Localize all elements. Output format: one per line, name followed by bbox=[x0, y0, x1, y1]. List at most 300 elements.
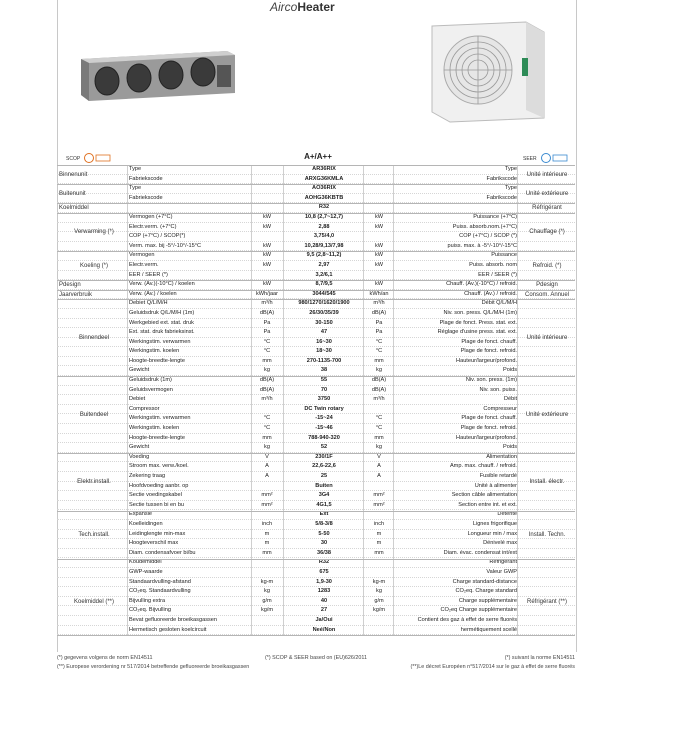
spec-label-fr: Fusible retardé bbox=[479, 473, 517, 479]
table-row bbox=[57, 453, 575, 463]
spec-label-nl: Electr.verm. bbox=[129, 261, 159, 268]
indoor-unit-image bbox=[77, 45, 237, 105]
unit-fr: m³/h bbox=[373, 300, 385, 307]
spec-value: 4G1,5 bbox=[316, 501, 332, 508]
spec-label-fr: Dénivelé max bbox=[483, 540, 517, 547]
group-separator bbox=[57, 213, 575, 214]
spec-label-fr: Lignes frigorifique bbox=[472, 520, 517, 527]
table-row bbox=[57, 424, 575, 434]
spec-value: 36/38 bbox=[317, 549, 331, 556]
spec-label-nl: Werkingstim. koelen bbox=[129, 348, 180, 355]
unit-nl: °C bbox=[263, 425, 271, 432]
table-row bbox=[57, 203, 575, 213]
unit-nl: m³/h bbox=[261, 396, 273, 403]
group-label-nl: Buitenunit bbox=[59, 190, 86, 197]
group-separator bbox=[57, 559, 575, 560]
unit-fr: A bbox=[377, 463, 381, 470]
group-label-fr: Unité intérieure bbox=[526, 334, 568, 341]
unit-fr: dB(A) bbox=[371, 309, 387, 316]
table-row bbox=[57, 232, 575, 242]
unit-nl: °C bbox=[263, 415, 271, 422]
unit-nl: kg bbox=[264, 588, 270, 595]
spec-label-fr: EER / SEER (*) bbox=[478, 271, 517, 278]
group-label-nl: Koeling (*) bbox=[79, 262, 108, 269]
spec-value: -15~46 bbox=[315, 425, 333, 432]
spec-label-fr: Valeur GWP bbox=[486, 568, 517, 575]
spec-label-nl: CO₂eq. Standaardvulling bbox=[129, 588, 191, 595]
spec-label-nl: Electr.verm. (+7°C) bbox=[129, 223, 177, 230]
footnote-fr-2: (**)Le décret Européen n°517/2014 sur le gaz à effet de serre fluorés bbox=[410, 664, 575, 670]
group-label-nl: Binnenunit bbox=[59, 171, 88, 178]
spec-label-fr: Contient des gaz à effet de serre fluorés bbox=[417, 616, 517, 623]
spec-value: 22,6-22,6 bbox=[312, 463, 336, 470]
spec-label-fr: Poids bbox=[503, 367, 517, 374]
spec-label-fr: Puiss. absorb.nom.(+7°C) bbox=[452, 223, 517, 230]
unit-nl: m bbox=[264, 530, 270, 537]
unit-nl: dB(A) bbox=[259, 309, 275, 316]
unit-fr: V bbox=[377, 453, 381, 460]
group-label-nl: Tech.install. bbox=[78, 531, 110, 538]
spec-label-nl: Compressor bbox=[129, 405, 160, 412]
spec-label-nl: Hoogteverschil max bbox=[129, 540, 179, 547]
unit-fr: mm bbox=[374, 434, 384, 441]
spec-label-nl: Zekering traag bbox=[129, 473, 166, 479]
spec-label-nl: Werkingstim. verwarmen bbox=[129, 338, 191, 345]
spec-value: 5-50 bbox=[318, 530, 330, 537]
unit-nl: kg bbox=[264, 444, 270, 451]
spec-label-nl: Ext. stat. druk fabrieksinst. bbox=[129, 329, 195, 336]
spec-value: Neé/Non bbox=[312, 626, 336, 633]
table-row bbox=[57, 223, 575, 233]
spec-label-nl: Sectie tussen bi en bu bbox=[129, 501, 185, 508]
unit-nl: mm bbox=[262, 549, 272, 556]
group-label-fr: Réfrigérant (**) bbox=[526, 598, 567, 605]
unit-nl: A bbox=[265, 463, 269, 470]
group-label-fr: Install. électr. bbox=[529, 478, 565, 485]
spec-label-nl: Type bbox=[129, 185, 142, 192]
table-row bbox=[57, 405, 575, 415]
group-separator bbox=[57, 165, 575, 166]
unit-nl: inch bbox=[261, 520, 273, 527]
unit-fr: kg/m bbox=[372, 607, 386, 614]
unit-fr: °C bbox=[375, 415, 383, 422]
spec-value: 52 bbox=[320, 444, 328, 451]
group-label-nl: Koelmiddel bbox=[59, 205, 89, 212]
spec-label-nl: Koudemiddel bbox=[129, 559, 162, 566]
table-row bbox=[57, 280, 575, 290]
spec-value: 9,5 (2,8~11,2) bbox=[306, 252, 342, 259]
spec-label-fr: Chauff. (Av.) / refroid. bbox=[464, 290, 517, 297]
spec-value: 5/8-3/8 bbox=[315, 520, 333, 527]
table-row bbox=[57, 606, 575, 616]
svg-text:SCOP: SCOP bbox=[66, 156, 81, 162]
table-row bbox=[57, 482, 575, 492]
spec-label-nl: Hoogte-breedte-lengte bbox=[129, 357, 185, 364]
table-row bbox=[57, 549, 575, 559]
spec-label-fr: hermétiquement scellé bbox=[460, 626, 517, 633]
unit-nl: Pa bbox=[263, 329, 271, 336]
spec-label-fr: Réfrigérant bbox=[489, 559, 517, 566]
spec-label-fr: Plage de fonct. Press. stat. ext. bbox=[439, 319, 517, 326]
table-row bbox=[57, 184, 575, 194]
spec-label-nl: Verm. max. bij -5°/-10°/-15°C bbox=[129, 242, 201, 249]
unit-nl: kW bbox=[262, 261, 272, 268]
unit-fr: Pa bbox=[375, 319, 383, 326]
spec-label-fr: Hauteur/largeur/profond. bbox=[456, 434, 517, 441]
table-row bbox=[57, 251, 575, 261]
table-row bbox=[57, 501, 575, 511]
spec-label-fr: Chauff. (Av.)(-10°C) / refroid. bbox=[446, 281, 517, 288]
table-row bbox=[57, 366, 575, 376]
unit-fr: kW bbox=[374, 261, 384, 268]
unit-fr: kWh/an bbox=[369, 290, 389, 297]
spec-value: 3044/545 bbox=[312, 290, 336, 297]
spec-label-nl: Vermogen (+7°C) bbox=[129, 213, 173, 220]
footnote-nl-2: (**) Europese verordening nr 517/2014 betreffende gefluoreerde broeikasgassen bbox=[57, 664, 250, 670]
table-row bbox=[57, 299, 575, 309]
table-row bbox=[57, 587, 575, 597]
spec-label-nl: Verw. (Av.) / koelen bbox=[129, 290, 177, 297]
spec-label-fr: Plage de fonct. chauff. bbox=[461, 415, 517, 422]
table-row bbox=[57, 443, 575, 453]
spec-value: 25 bbox=[320, 473, 328, 479]
unit-fr: mm² bbox=[373, 492, 385, 499]
unit-fr: °C bbox=[375, 348, 383, 355]
spec-label-nl: Werkgebied ext. stat. druk bbox=[129, 319, 194, 326]
spec-label-nl: Hermetisch gesloten koelcircuit bbox=[129, 626, 207, 633]
unit-fr: m bbox=[376, 530, 382, 537]
spec-value: 270-1135-700 bbox=[306, 357, 342, 364]
table-row bbox=[57, 539, 575, 549]
unit-nl: kg/m bbox=[260, 607, 274, 614]
table-row bbox=[57, 578, 575, 588]
table-row bbox=[57, 558, 575, 568]
group-separator bbox=[57, 184, 575, 185]
unit-nl: g/m bbox=[262, 597, 272, 604]
group-separator bbox=[57, 251, 575, 252]
spec-label-fr: Débit Q/L/M/H bbox=[481, 300, 517, 307]
spec-value: 230/1F bbox=[315, 453, 333, 460]
spec-label-fr: Type bbox=[504, 166, 517, 172]
spec-label-nl: Geluidsvermogen bbox=[129, 386, 173, 393]
spec-label-nl: Werkingstim. verwarmen bbox=[129, 415, 191, 422]
spec-value: 3,2/6,1 bbox=[315, 271, 333, 278]
spec-label-nl: Fabriekscode bbox=[129, 194, 163, 201]
unit-nl: kW bbox=[262, 213, 272, 220]
spec-value: Ja/Oui bbox=[315, 616, 333, 623]
table-row bbox=[57, 213, 575, 223]
unit-fr: inch bbox=[373, 520, 385, 527]
table-row bbox=[57, 271, 575, 281]
spec-label-nl: Type bbox=[129, 166, 142, 172]
table-row bbox=[57, 328, 575, 338]
table-row bbox=[57, 165, 575, 175]
table-row bbox=[57, 290, 575, 300]
spec-value: 30 bbox=[320, 540, 328, 547]
spec-value: 675 bbox=[319, 568, 329, 575]
spec-label-nl: Expansie bbox=[129, 511, 153, 518]
spec-value: 3G4 bbox=[318, 492, 330, 499]
group-separator bbox=[57, 280, 575, 281]
spec-value: -15~24 bbox=[315, 415, 333, 422]
unit-nl: m³/h bbox=[261, 300, 273, 307]
spec-label-fr: Charge standard-distance bbox=[452, 578, 517, 585]
group-label-fr: Consom. Annuel bbox=[524, 291, 570, 298]
spec-value: 788-940-320 bbox=[308, 434, 340, 441]
spec-label-nl: Diam. condensafvoer bi/bu bbox=[129, 549, 196, 556]
spec-label-fr: Niv. son. puiss. bbox=[479, 386, 517, 393]
unit-fr: Pa bbox=[375, 329, 383, 336]
table-row bbox=[57, 395, 575, 405]
spec-value: R32 bbox=[318, 559, 330, 566]
spec-label-nl: Fabriekscode bbox=[129, 175, 163, 182]
table-row bbox=[57, 626, 575, 636]
unit-fr: kW bbox=[374, 223, 384, 230]
spec-label-nl: EER / SEER (*) bbox=[129, 271, 168, 278]
table-row bbox=[57, 520, 575, 530]
group-label-fr: Pdesign bbox=[536, 282, 558, 288]
spec-value: 27 bbox=[320, 607, 328, 614]
unit-nl: °C bbox=[263, 348, 271, 355]
group-label-nl: Buitendeel bbox=[79, 411, 109, 418]
unit-nl: V bbox=[265, 453, 269, 460]
unit-nl: kg bbox=[264, 367, 270, 374]
spec-value: 8,7/9,5 bbox=[315, 281, 333, 288]
spec-label-fr: COP (+7°C) / SCOP (*) bbox=[459, 233, 517, 240]
group-label-nl: Binnendeel bbox=[78, 334, 110, 341]
spec-label-fr: puiss. max. à -5°/-10°/-15°C bbox=[447, 242, 517, 249]
spec-value: 2,97 bbox=[318, 261, 330, 268]
unit-nl: mm² bbox=[261, 492, 273, 499]
group-label-fr: Unité extérieure bbox=[525, 411, 569, 418]
spec-value: 26/30/35/39 bbox=[309, 309, 339, 316]
spec-table bbox=[57, 165, 575, 635]
spec-value: AO36RIX bbox=[312, 185, 336, 192]
unit-nl: mm bbox=[262, 434, 272, 441]
spec-label-fr: Réglage d'usine press. stat. ext. bbox=[437, 329, 517, 336]
table-row bbox=[57, 376, 575, 386]
group-label-fr: Unité extérieure bbox=[525, 190, 569, 197]
spec-label-nl: Gewicht bbox=[129, 367, 150, 374]
spec-label-fr: Unité à alimenter bbox=[474, 482, 517, 489]
unit-fr: dB(A) bbox=[371, 386, 387, 393]
unit-nl: A bbox=[265, 473, 269, 479]
spec-label-nl: CO₂eq. Bijvulling bbox=[129, 607, 171, 614]
spec-label-nl: Verw. (Av.)(-10°C) / koelen bbox=[129, 281, 195, 288]
unit-fr: m bbox=[376, 540, 382, 547]
spec-label-fr: Débit bbox=[503, 396, 517, 403]
table-row bbox=[57, 491, 575, 501]
unit-fr: kW bbox=[374, 213, 384, 220]
unit-nl: mm² bbox=[261, 501, 273, 508]
unit-nl: kg-m bbox=[260, 578, 274, 585]
spec-value: 38 bbox=[320, 367, 328, 374]
unit-fr: °C bbox=[375, 425, 383, 432]
spec-label-nl: Bevat gefluoreerde broeikasgassen bbox=[129, 616, 218, 623]
spec-label-fr: Niv. son. press. Q/L/M/H (1m) bbox=[443, 309, 517, 316]
table-row bbox=[57, 510, 575, 520]
spec-label-fr: Détente bbox=[497, 511, 517, 518]
spec-value: Ext bbox=[319, 511, 329, 518]
energy-class-label: A+/A++ bbox=[304, 152, 332, 161]
group-separator bbox=[57, 376, 575, 377]
table-row bbox=[57, 357, 575, 367]
unit-fr: mm² bbox=[373, 501, 385, 508]
spec-value: 1,9-30 bbox=[316, 578, 332, 585]
spec-label-nl: Bijvulling extra bbox=[129, 597, 166, 604]
spec-label-fr: Section entre int. et ext. bbox=[458, 501, 517, 508]
group-separator bbox=[57, 453, 575, 454]
group-label-nl: Elektr.install. bbox=[77, 478, 111, 485]
spec-label-fr: Puiss. absorb. nom bbox=[469, 261, 517, 268]
unit-nl: Pa bbox=[263, 319, 271, 326]
spec-label-fr: Compresseur bbox=[483, 405, 517, 412]
spec-label-fr: Fabrikscode bbox=[486, 194, 517, 201]
unit-fr: A bbox=[377, 473, 381, 479]
spec-label-nl: Vermogen bbox=[129, 252, 155, 259]
unit-fr: mm bbox=[374, 549, 384, 556]
spec-label-nl: Stroom max. verw./koel. bbox=[129, 463, 189, 470]
spec-label-fr: Puissance bbox=[491, 252, 517, 259]
spec-label-fr: Longueur min / max bbox=[467, 530, 517, 537]
unit-fr: kg bbox=[376, 367, 382, 374]
unit-fr: kg bbox=[376, 444, 382, 451]
table-row bbox=[57, 616, 575, 626]
group-separator bbox=[57, 511, 575, 512]
spec-label-fr: Section câble alimentation bbox=[451, 492, 517, 499]
group-label-fr: Install. Techn. bbox=[528, 531, 566, 538]
spec-label-fr: Hauteur/largeur/profond. bbox=[456, 357, 517, 364]
spec-label-fr: Puissance (+7°C) bbox=[473, 213, 517, 220]
spec-value: 980/1270/1620/1900 bbox=[298, 300, 350, 307]
table-row bbox=[57, 462, 575, 472]
table-row bbox=[57, 568, 575, 578]
spec-value: ARXG36KMLA bbox=[304, 175, 344, 182]
spec-value: 55 bbox=[320, 377, 328, 384]
spec-label-nl: Hoogte-breedte-lengte bbox=[129, 434, 185, 441]
spec-value: 3,75/4,0 bbox=[313, 233, 335, 240]
footnote-fr-1: (*) suivant la norme EN14511 bbox=[504, 655, 575, 661]
group-label-nl: Verwarming (*) bbox=[74, 229, 114, 236]
table-row bbox=[57, 597, 575, 607]
unit-nl: dB(A) bbox=[259, 386, 275, 393]
spec-label-fr: Diam. évac. condensat int/ext bbox=[443, 549, 517, 556]
group-separator bbox=[57, 203, 575, 204]
spec-label-nl: GWP-waarde bbox=[129, 568, 163, 575]
table-row bbox=[57, 194, 575, 204]
brand-logo: AircoHeater bbox=[270, 0, 335, 14]
table-row bbox=[57, 434, 575, 444]
unit-nl: dB(A) bbox=[259, 377, 275, 384]
table-row bbox=[57, 530, 575, 540]
spec-value: Buiten bbox=[315, 482, 333, 489]
group-label-fr: Réfrigérant bbox=[532, 205, 562, 212]
spec-value: 10,28/9,13/7,98 bbox=[304, 242, 344, 249]
table-row bbox=[57, 386, 575, 396]
spec-label-fr: Type bbox=[504, 185, 517, 192]
spec-label-fr: Alimentation bbox=[486, 453, 517, 460]
unit-fr: kW bbox=[374, 281, 384, 288]
table-row bbox=[57, 309, 575, 319]
group-separator bbox=[57, 290, 575, 291]
unit-nl: kWh/jaar bbox=[255, 290, 279, 297]
spec-value: R32 bbox=[318, 204, 330, 211]
spec-value: 70 bbox=[320, 386, 328, 393]
group-label-nl: Koelmiddel (**) bbox=[73, 598, 115, 605]
spec-value: 47 bbox=[320, 329, 328, 336]
unit-fr: kg bbox=[376, 588, 382, 595]
spec-label-nl: Gewicht bbox=[129, 444, 150, 451]
spec-value: AR36RIX bbox=[312, 166, 336, 172]
spec-label-nl: Geluidsdruk Q/L/M/H (1m) bbox=[129, 309, 195, 316]
spec-label-nl: Werkingstim. koelen bbox=[129, 425, 180, 432]
spec-value: 1283 bbox=[317, 588, 331, 595]
spec-label-nl: Koelleidingen bbox=[129, 520, 163, 527]
group-label-fr: Chauffage (*) bbox=[529, 229, 565, 236]
unit-fr: kW bbox=[374, 242, 384, 249]
spec-label-fr: Poids bbox=[503, 444, 517, 451]
unit-fr: mm bbox=[374, 357, 384, 364]
svg-text:SEER: SEER bbox=[523, 156, 537, 162]
seer-badge-icon bbox=[522, 152, 570, 164]
spec-value: 3750 bbox=[317, 396, 331, 403]
table-row bbox=[57, 347, 575, 357]
spec-label-fr: Plage de fonct. chauff. bbox=[461, 338, 517, 345]
spec-label-fr: CO₂eq Charge supplémentaire bbox=[440, 607, 517, 614]
unit-fr: °C bbox=[375, 338, 383, 345]
spec-label-fr: Amp. max. chauff. / refroid. bbox=[449, 463, 517, 470]
spec-value: AOHG36KBTB bbox=[304, 194, 344, 201]
spec-value: 30-150 bbox=[315, 319, 333, 326]
group-label-fr: Refroid. (*) bbox=[532, 262, 562, 269]
footnote-scop-seer: (*) SCOP & SEER based on (EU)626/2011 bbox=[265, 655, 367, 661]
unit-nl: m bbox=[264, 540, 270, 547]
unit-fr: kg-m bbox=[372, 578, 386, 585]
outdoor-unit-image bbox=[426, 18, 548, 123]
table-row bbox=[57, 319, 575, 329]
table-row bbox=[57, 338, 575, 348]
spec-label-nl: COP (+7°C) / SCOP(*) bbox=[129, 233, 186, 240]
spec-label-nl: Geluidsdruk (1m) bbox=[129, 377, 172, 384]
footnote-nl-1: (*) gegevens volgens de norm EN14511 bbox=[57, 655, 153, 661]
group-label-nl: Jaarverbruik bbox=[59, 291, 93, 298]
spec-label-nl: Hoofdvoeding aanbr. op bbox=[129, 482, 189, 489]
spec-value: 40 bbox=[320, 597, 328, 604]
table-bottom-border bbox=[57, 635, 575, 636]
unit-fr: g/m bbox=[374, 597, 384, 604]
spec-value: 2,88 bbox=[318, 223, 330, 230]
group-label-nl: Pdesign bbox=[59, 282, 81, 288]
energy-label-row bbox=[60, 151, 576, 165]
unit-nl: kW bbox=[262, 223, 272, 230]
unit-nl: kW bbox=[262, 242, 272, 249]
unit-fr: kW bbox=[374, 252, 384, 259]
unit-nl: kW bbox=[262, 281, 272, 288]
unit-fr: dB(A) bbox=[371, 377, 387, 384]
table-row bbox=[57, 242, 575, 252]
table-row bbox=[57, 175, 575, 185]
spec-value: 18~30 bbox=[316, 348, 332, 355]
table-row bbox=[57, 414, 575, 424]
table-row bbox=[57, 472, 575, 482]
table-row bbox=[57, 261, 575, 271]
spec-label-nl: Standaardvulling-afstand bbox=[129, 578, 191, 585]
spec-label-nl: Voeding bbox=[129, 453, 150, 460]
unit-nl: °C bbox=[263, 338, 271, 345]
spec-label-fr: Charge supplémentaire bbox=[458, 597, 517, 604]
unit-nl: kW bbox=[262, 252, 272, 259]
spec-label-nl: Leidinglengte min-max bbox=[129, 530, 186, 537]
